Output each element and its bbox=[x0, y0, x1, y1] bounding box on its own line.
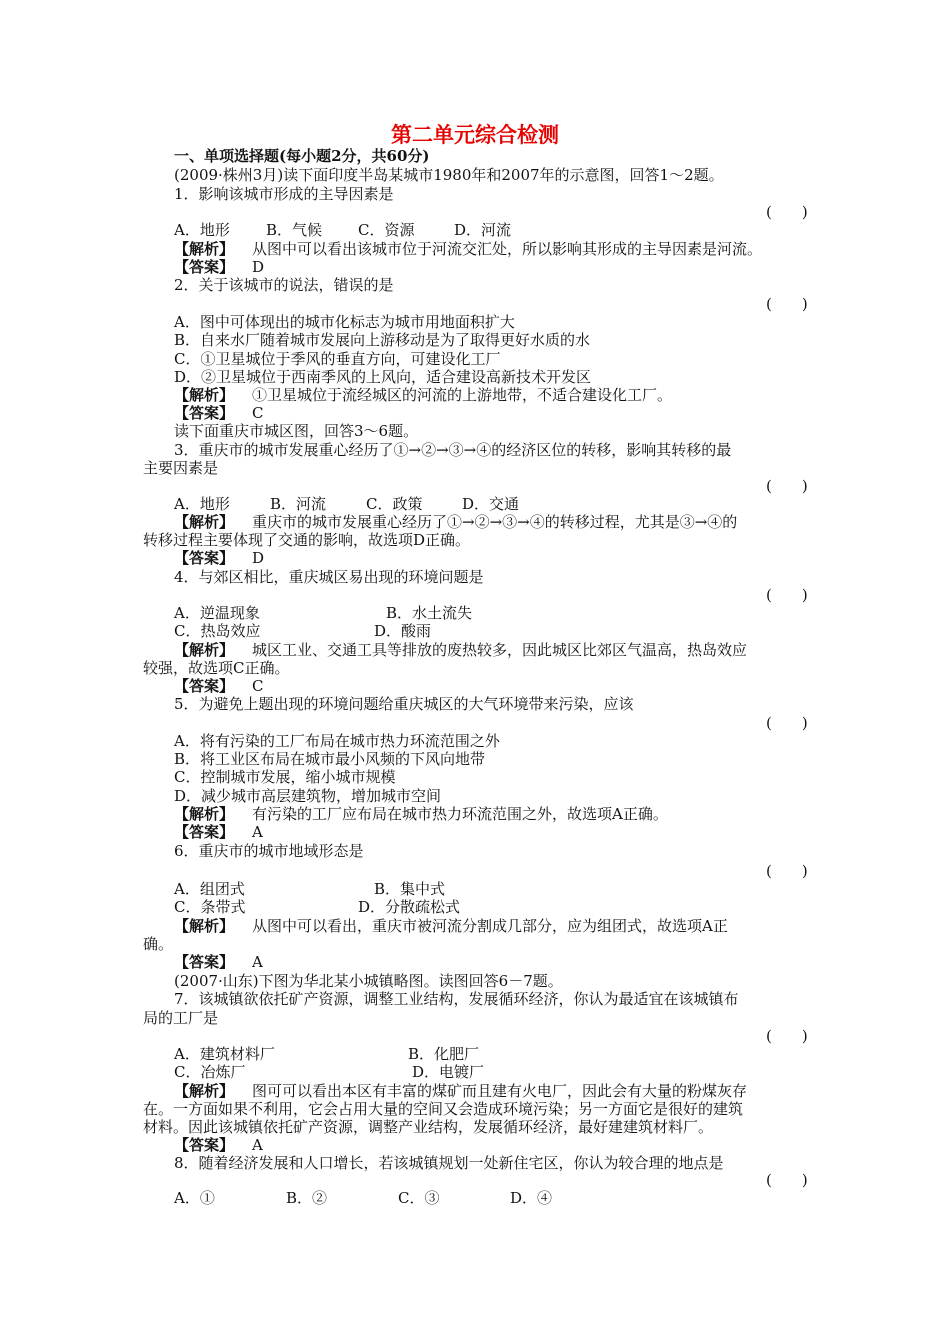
analysis-3: 【解析】 重庆市的城市发展重心经历了①→②→③→④的转移过程，尤其是③→④的 bbox=[174, 513, 738, 531]
intro-1: (2009·株州3月)读下面印度半岛某城市1980年和2007年的示意图，回答1～2题。 bbox=[174, 166, 724, 184]
analysis-7: 【解析】 图可可以看出本区有丰富的煤矿而且建有火电厂，因此会有大量的粉煤灰存 bbox=[174, 1082, 748, 1100]
question-7-options-row1: A．建筑材料厂 B．化肥厂 bbox=[174, 1045, 480, 1063]
question-8-options: A．① B．② C．③ D．④ bbox=[174, 1189, 553, 1207]
question-5-option-c: C．控制城市发展，缩小城市规模 bbox=[174, 768, 396, 786]
question-5-option-a: A．将有污染的工厂布局在城市热力环流范围之外 bbox=[174, 732, 500, 750]
answer-label: 【答案】 bbox=[174, 258, 235, 276]
answer-6: 【答案】 A bbox=[174, 953, 263, 971]
question-4-options-row2: C．热岛效应 D．酸雨 bbox=[174, 622, 432, 640]
question-4-options-row1: A．逆温现象 B．水土流失 bbox=[174, 604, 473, 622]
answer-2: 【答案】 C bbox=[174, 404, 264, 422]
question-4-stem: 4．与郊区相比，重庆城区易出现的环境问题是 bbox=[174, 568, 484, 586]
option-d: D．河流 bbox=[454, 221, 512, 239]
answer-1: 【答案】 D bbox=[174, 258, 265, 276]
question-3-options: A．地形 B．河流 C．政策 D．交通 bbox=[174, 495, 520, 513]
question-2-stem: 2．关于该城市的说法，错误的是 bbox=[174, 276, 394, 294]
analysis-3-line2: 转移过程主要体现了交通的影响，故选项D正确。 bbox=[143, 531, 471, 549]
option-a: A．地形 bbox=[174, 221, 230, 239]
analysis-4: 【解析】 城区工业、交通工具等排放的废热较多，因此城区比郊区气温高，热岛效应 bbox=[174, 641, 748, 659]
question-7-stem-line1: 7．该城镇欲依托矿产资源，调整工业结构，发展循环经济，你认为最适宜在该城镇布 bbox=[174, 990, 739, 1008]
answer-5: 【答案】 A bbox=[174, 823, 263, 841]
answer-blank-4: ( ) bbox=[766, 586, 808, 604]
intro-3: (2007·山东)下图为华北某小城镇略图。读图回答6－7题。 bbox=[174, 972, 563, 990]
question-1-options bbox=[174, 221, 511, 240]
answer-blank-1: ( ) bbox=[766, 203, 808, 221]
intro-2: 读下面重庆市城区图，回答3～6题。 bbox=[174, 422, 419, 440]
analysis-7-line2: 在。一方面如果不利用，它会占用大量的空间又会造成环境污染；另一方面它是很好的建筑 bbox=[143, 1100, 744, 1118]
analysis-4-line2: 较强，故选项C正确。 bbox=[143, 659, 290, 677]
analysis-1: 【解析】 从图中可以看出该城市位于河流交汇处，所以影响其形成的主导因素是河流。 bbox=[174, 240, 763, 258]
analysis-2: 【解析】 ①卫星城位于流经城区的河流的上游地带，不适合建设化工厂。 bbox=[174, 386, 673, 404]
answer-blank-7: ( ) bbox=[766, 1027, 808, 1045]
question-6-options-row1: A．组团式 B．集中式 bbox=[174, 880, 446, 898]
analysis-6-line2: 确。 bbox=[143, 935, 174, 953]
analysis-label: 【解析】 bbox=[174, 240, 235, 258]
answer-blank-6: ( ) bbox=[766, 862, 808, 880]
question-8-stem: 8．随着经济发展和人口增长，若该城镇规划一处新住宅区，你认为较合理的地点是 bbox=[174, 1154, 724, 1172]
question-3-stem-line2: 主要因素是 bbox=[143, 459, 219, 477]
question-1-stem: 1．影响该城市形成的主导因素是 bbox=[174, 185, 394, 203]
question-5-option-d: D．减少城市高层建筑物，增加城市空间 bbox=[174, 787, 442, 805]
question-2-option-a: A．图中可体现出的城市化标志为城市用地面积扩大 bbox=[174, 313, 515, 331]
question-6-options-row2: C．条带式 D．分散疏松式 bbox=[174, 898, 461, 916]
option-b: B．气候 bbox=[266, 221, 323, 239]
question-7-options-row2: C．冶炼厂 D．电镀厂 bbox=[174, 1063, 485, 1081]
answer-7: 【答案】 A bbox=[174, 1136, 263, 1154]
section-heading: 一、单项选择题(每小题2分，共60分) bbox=[174, 147, 430, 165]
question-6-stem: 6．重庆市的城市地域形态是 bbox=[174, 842, 364, 860]
answer-4: 【答案】 C bbox=[174, 677, 264, 695]
analysis-6: 【解析】 从图中可以看出，重庆市被河流分割成几部分，应为组团式，故选项A正 bbox=[174, 917, 728, 935]
analysis-7-line3: 材料。因此该城镇依托矿产资源，调整产业结构，发展循环经济，最好建建筑材料厂。 bbox=[143, 1118, 714, 1136]
page-title: 第二单元综合检测 bbox=[391, 123, 559, 147]
answer-3: 【答案】 D bbox=[174, 549, 265, 567]
answer-blank-5: ( ) bbox=[766, 714, 808, 732]
answer-blank-2: ( ) bbox=[766, 295, 808, 313]
question-2-option-b: B．自来水厂随着城市发展向上游移动是为了取得更好水质的水 bbox=[174, 331, 591, 349]
answer-blank-8: ( ) bbox=[766, 1171, 808, 1189]
question-2-option-c: C．①卫星城位于季风的垂直方向，可建设化工厂 bbox=[174, 350, 501, 368]
option-c: C．资源 bbox=[358, 221, 415, 239]
question-5-option-b: B．将工业区布局在城市最小风频的下风向地带 bbox=[174, 750, 486, 768]
answer-blank-3: ( ) bbox=[766, 477, 808, 495]
question-3-stem-line1: 3．重庆市的城市发展重心经历了①→②→③→④的经济区位的转移，影响其转移的最 bbox=[174, 441, 732, 459]
analysis-5: 【解析】 有污染的工厂应布局在城市热力环流范围之外，故选项A正确。 bbox=[174, 805, 668, 823]
question-2-option-d: D．②卫星城位于西南季风的上风向，适合建设高新技术开发区 bbox=[174, 368, 592, 386]
question-7-stem-line2: 局的工厂是 bbox=[143, 1009, 219, 1027]
question-5-stem: 5．为避免上题出现的环境问题给重庆城区的大气环境带来污染，应该 bbox=[174, 695, 634, 713]
